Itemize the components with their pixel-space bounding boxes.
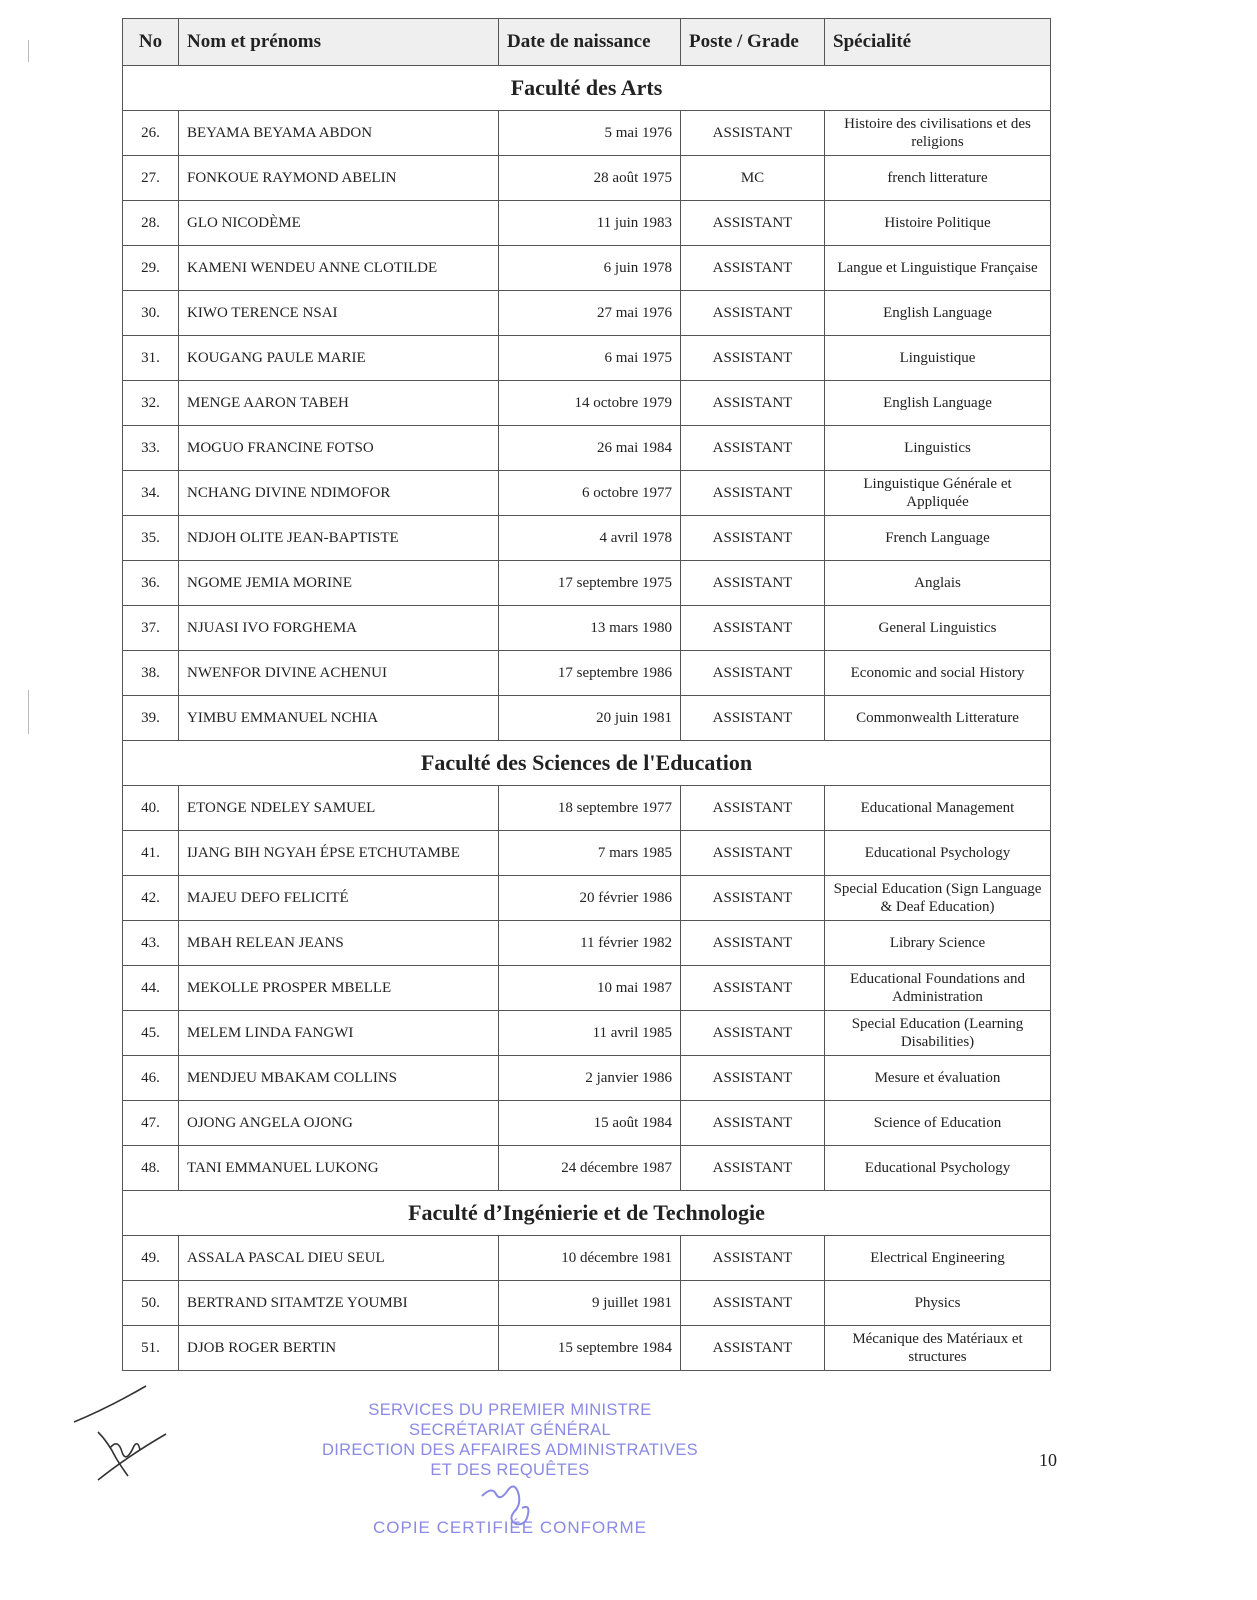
person-name: NDJOH OLITE JEAN-BAPTISTE xyxy=(179,516,499,561)
grade: ASSISTANT xyxy=(681,1056,825,1101)
birth-date: 4 avril 1978 xyxy=(499,516,681,561)
row-number: 48. xyxy=(123,1146,179,1191)
row-number: 26. xyxy=(123,111,179,156)
specialty: Linguistique Générale et Appliquée xyxy=(825,471,1051,516)
table-row xyxy=(123,246,1051,291)
person-name: MEKOLLE PROSPER MBELLE xyxy=(179,966,499,1011)
margin-mark xyxy=(28,40,29,62)
row-number: 29. xyxy=(123,246,179,291)
birth-date: 15 août 1984 xyxy=(499,1101,681,1146)
table-row xyxy=(123,831,1051,876)
table-row xyxy=(123,426,1051,471)
table-body xyxy=(123,66,1051,1371)
specialty: Histoire Politique xyxy=(825,201,1051,246)
specialty: General Linguistics xyxy=(825,606,1051,651)
specialty: Science of Education xyxy=(825,1101,1051,1146)
grade: ASSISTANT xyxy=(681,111,825,156)
birth-date: 24 décembre 1987 xyxy=(499,1146,681,1191)
specialty: French Language xyxy=(825,516,1051,561)
specialty: English Language xyxy=(825,381,1051,426)
person-name: DJOB ROGER BERTIN xyxy=(179,1326,499,1371)
row-number: 38. xyxy=(123,651,179,696)
specialty: Special Education (Sign Language & Deaf Education) xyxy=(825,876,1051,921)
faculty-title: Faculté des Sciences de l'Education xyxy=(123,741,1051,786)
row-number: 40. xyxy=(123,786,179,831)
table-row xyxy=(123,516,1051,561)
grade: ASSISTANT xyxy=(681,606,825,651)
table-row xyxy=(123,561,1051,606)
specialty: Mesure et évaluation xyxy=(825,1056,1051,1101)
table-row xyxy=(123,156,1051,201)
row-number: 51. xyxy=(123,1326,179,1371)
birth-date: 13 mars 1980 xyxy=(499,606,681,651)
birth-date: 6 mai 1975 xyxy=(499,336,681,381)
person-name: KAMENI WENDEU ANNE CLOTILDE xyxy=(179,246,499,291)
specialty: Commonwealth Litterature xyxy=(825,696,1051,741)
specialty: Histoire des civilisations et des religions xyxy=(825,111,1051,156)
grade: ASSISTANT xyxy=(681,291,825,336)
table-row xyxy=(123,1281,1051,1326)
table-row xyxy=(123,1056,1051,1101)
person-name: BEYAMA BEYAMA ABDON xyxy=(179,111,499,156)
row-number: 35. xyxy=(123,516,179,561)
table-row xyxy=(123,201,1051,246)
specialty: English Language xyxy=(825,291,1051,336)
row-number: 41. xyxy=(123,831,179,876)
table-row xyxy=(123,471,1051,516)
row-number: 36. xyxy=(123,561,179,606)
birth-date: 20 juin 1981 xyxy=(499,696,681,741)
specialty: Physics xyxy=(825,1281,1051,1326)
grade: ASSISTANT xyxy=(681,1281,825,1326)
table-row xyxy=(123,876,1051,921)
birth-date: 2 janvier 1986 xyxy=(499,1056,681,1101)
birth-date: 5 mai 1976 xyxy=(499,111,681,156)
table-row xyxy=(123,111,1051,156)
stamp-line-5: COPIE CERTIFIÉE CONFORME xyxy=(373,1518,647,1537)
person-name: MENDJEU MBAKAM COLLINS xyxy=(179,1056,499,1101)
birth-date: 10 décembre 1981 xyxy=(499,1236,681,1281)
birth-date: 6 juin 1978 xyxy=(499,246,681,291)
row-number: 37. xyxy=(123,606,179,651)
specialty: french litterature xyxy=(825,156,1051,201)
staff-table xyxy=(122,18,1051,1371)
grade: MC xyxy=(681,156,825,201)
birth-date: 6 octobre 1977 xyxy=(499,471,681,516)
grade: ASSISTANT xyxy=(681,1101,825,1146)
grade: ASSISTANT xyxy=(681,1236,825,1281)
specialty: Educational Psychology xyxy=(825,1146,1051,1191)
birth-date: 9 juillet 1981 xyxy=(499,1281,681,1326)
specialty: Economic and social History xyxy=(825,651,1051,696)
table-row xyxy=(123,1326,1051,1371)
specialty: Library Science xyxy=(825,921,1051,966)
table-row xyxy=(123,1146,1051,1191)
grade: ASSISTANT xyxy=(681,201,825,246)
person-name: GLO NICODÈME xyxy=(179,201,499,246)
person-name: MOGUO FRANCINE FOTSO xyxy=(179,426,499,471)
grade: ASSISTANT xyxy=(681,381,825,426)
stamp-line-2: SECRÉTARIAT GÉNÉRAL xyxy=(409,1421,611,1439)
row-number: 43. xyxy=(123,921,179,966)
person-name: OJONG ANGELA OJONG xyxy=(179,1101,499,1146)
person-name: MBAH RELEAN JEANS xyxy=(179,921,499,966)
row-number: 47. xyxy=(123,1101,179,1146)
grade: ASSISTANT xyxy=(681,966,825,1011)
grade: ASSISTANT xyxy=(681,651,825,696)
specialty: Educational Management xyxy=(825,786,1051,831)
person-name: TANI EMMANUEL LUKONG xyxy=(179,1146,499,1191)
faculty-title: Faculté des Arts xyxy=(123,66,1051,111)
grade: ASSISTANT xyxy=(681,876,825,921)
person-name: IJANG BIH NGYAH ÉPSE ETCHUTAMBE xyxy=(179,831,499,876)
person-name: MENGE AARON TABEH xyxy=(179,381,499,426)
header-name: Nom et prénoms xyxy=(179,19,499,66)
birth-date: 11 avril 1985 xyxy=(499,1011,681,1056)
row-number: 33. xyxy=(123,426,179,471)
table-row xyxy=(123,1236,1051,1281)
table-row xyxy=(123,291,1051,336)
birth-date: 15 septembre 1984 xyxy=(499,1326,681,1371)
birth-date: 14 octobre 1979 xyxy=(499,381,681,426)
person-name: NWENFOR DIVINE ACHENUI xyxy=(179,651,499,696)
row-number: 30. xyxy=(123,291,179,336)
table-row xyxy=(123,336,1051,381)
person-name: ETONGE NDELEY SAMUEL xyxy=(179,786,499,831)
grade: ASSISTANT xyxy=(681,921,825,966)
faculty-section-row xyxy=(123,741,1051,786)
grade: ASSISTANT xyxy=(681,336,825,381)
row-number: 34. xyxy=(123,471,179,516)
specialty: Educational Foundations and Administration xyxy=(825,966,1051,1011)
table-header-row xyxy=(123,19,1051,66)
row-number: 45. xyxy=(123,1011,179,1056)
birth-date: 28 août 1975 xyxy=(499,156,681,201)
person-name: NCHANG DIVINE NDIMOFOR xyxy=(179,471,499,516)
birth-date: 26 mai 1984 xyxy=(499,426,681,471)
birth-date: 20 février 1986 xyxy=(499,876,681,921)
birth-date: 18 septembre 1977 xyxy=(499,786,681,831)
header-birthdate: Date de naissance xyxy=(499,19,681,66)
grade: ASSISTANT xyxy=(681,516,825,561)
stamp-signature xyxy=(478,1478,548,1530)
table-row xyxy=(123,921,1051,966)
specialty: Special Education (Learning Disabilities) xyxy=(825,1011,1051,1056)
person-name: NGOME JEMIA MORINE xyxy=(179,561,499,606)
header-no: No xyxy=(123,19,179,66)
grade: ASSISTANT xyxy=(681,786,825,831)
table-row xyxy=(123,606,1051,651)
faculty-section-row xyxy=(123,66,1051,111)
person-name: ASSALA PASCAL DIEU SEUL xyxy=(179,1236,499,1281)
specialty: Langue et Linguistique Française xyxy=(825,246,1051,291)
faculty-title: Faculté d’Ingénierie et de Technologie xyxy=(123,1191,1051,1236)
table-row xyxy=(123,696,1051,741)
handwritten-initials xyxy=(68,1372,178,1482)
stamp-line-4: ET DES REQUÊTES xyxy=(430,1461,590,1479)
specialty: Anglais xyxy=(825,561,1051,606)
grade: ASSISTANT xyxy=(681,471,825,516)
grade: ASSISTANT xyxy=(681,561,825,606)
specialty: Mécanique des Matériaux et structures xyxy=(825,1326,1051,1371)
stamp-line-1: SERVICES DU PREMIER MINISTRE xyxy=(368,1401,652,1419)
row-number: 27. xyxy=(123,156,179,201)
row-number: 39. xyxy=(123,696,179,741)
margin-mark xyxy=(28,690,29,734)
row-number: 49. xyxy=(123,1236,179,1281)
table-row xyxy=(123,381,1051,426)
person-name: KOUGANG PAULE MARIE xyxy=(179,336,499,381)
row-number: 46. xyxy=(123,1056,179,1101)
person-name: MAJEU DEFO FELICITÉ xyxy=(179,876,499,921)
grade: ASSISTANT xyxy=(681,1146,825,1191)
table-row xyxy=(123,786,1051,831)
specialty: Linguistique xyxy=(825,336,1051,381)
row-number: 44. xyxy=(123,966,179,1011)
birth-date: 7 mars 1985 xyxy=(499,831,681,876)
person-name: BERTRAND SITAMTZE YOUMBI xyxy=(179,1281,499,1326)
grade: ASSISTANT xyxy=(681,426,825,471)
row-number: 50. xyxy=(123,1281,179,1326)
person-name: FONKOUE RAYMOND ABELIN xyxy=(179,156,499,201)
grade: ASSISTANT xyxy=(681,1326,825,1371)
header-grade: Poste / Grade xyxy=(681,19,825,66)
row-number: 32. xyxy=(123,381,179,426)
specialty: Linguistics xyxy=(825,426,1051,471)
birth-date: 10 mai 1987 xyxy=(499,966,681,1011)
table-row xyxy=(123,966,1051,1011)
birth-date: 11 juin 1983 xyxy=(499,201,681,246)
header-specialty: Spécialité xyxy=(825,19,1051,66)
page-number: 10 xyxy=(1039,1450,1057,1470)
person-name: NJUASI IVO FORGHEMA xyxy=(179,606,499,651)
table-row xyxy=(123,1011,1051,1056)
table-row xyxy=(123,651,1051,696)
grade: ASSISTANT xyxy=(681,1011,825,1056)
specialty: Educational Psychology xyxy=(825,831,1051,876)
birth-date: 17 septembre 1986 xyxy=(499,651,681,696)
table-row xyxy=(123,1101,1051,1146)
birth-date: 17 septembre 1975 xyxy=(499,561,681,606)
faculty-section-row xyxy=(123,1191,1051,1236)
row-number: 28. xyxy=(123,201,179,246)
specialty: Electrical Engineering xyxy=(825,1236,1051,1281)
birth-date: 27 mai 1976 xyxy=(499,291,681,336)
grade: ASSISTANT xyxy=(681,831,825,876)
grade: ASSISTANT xyxy=(681,696,825,741)
birth-date: 11 février 1982 xyxy=(499,921,681,966)
row-number: 42. xyxy=(123,876,179,921)
grade: ASSISTANT xyxy=(681,246,825,291)
person-name: KIWO TERENCE NSAI xyxy=(179,291,499,336)
row-number: 31. xyxy=(123,336,179,381)
stamp-line-3: DIRECTION DES AFFAIRES ADMINISTRATIVES xyxy=(322,1441,698,1459)
person-name: YIMBU EMMANUEL NCHIA xyxy=(179,696,499,741)
person-name: MELEM LINDA FANGWI xyxy=(179,1011,499,1056)
